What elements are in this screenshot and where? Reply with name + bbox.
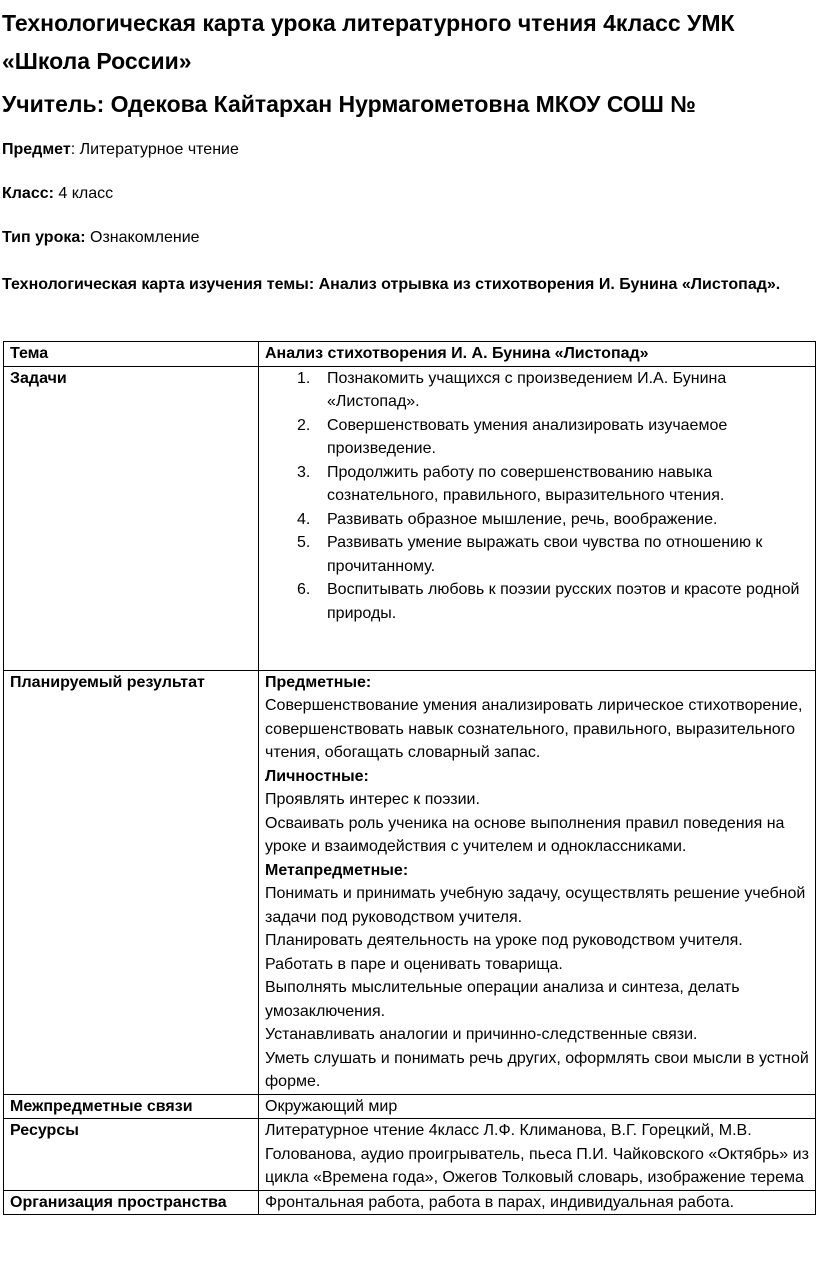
resources-value: Литературное чтение 4класс Л.Ф. Климанова, В.Г. Горецкий, М.В. Голованова, аудио проигрыватель, пьеса П.И. Чайковского «Октябрь» из цикла «Времена года», Ожегов Толковый словарь, изображение терема bbox=[259, 1119, 816, 1191]
task-text: Продолжить работу по совершенствованию навыка сознательного, правильного, выразительного чтения. bbox=[327, 463, 725, 504]
theme-label: Тема bbox=[4, 342, 259, 367]
teacher-line: Учитель: Одекова Кайтархан Нурмагометовна МКОУ СОШ № bbox=[2, 91, 696, 117]
table-row-interdisciplinary bbox=[4, 1094, 816, 1119]
list-item bbox=[265, 461, 811, 508]
meta-result-line: Устанавливать аналогии и причинно-следственные связи. bbox=[265, 1026, 698, 1043]
results-label: Планируемый результат bbox=[4, 670, 259, 1094]
tech-card-table bbox=[3, 341, 816, 1215]
task-text: Совершенствовать умения анализировать изучаемое произведение. bbox=[327, 416, 728, 457]
subject-label: Предмет bbox=[2, 141, 71, 158]
list-item bbox=[265, 578, 811, 625]
topic-heading: Технологическая карта изучения темы: Анализ отрывка из стихотворения И. Бунина «Листопад». bbox=[2, 276, 781, 293]
document-title: Технологическая карта урока литературного чтения 4класс УМК «Школа России» bbox=[2, 10, 735, 74]
interdisciplinary-label: Межпредметные связи bbox=[4, 1094, 259, 1119]
task-number: 6. bbox=[297, 581, 311, 598]
subject-line bbox=[2, 139, 239, 161]
subject-results-heading: Предметные: bbox=[265, 673, 372, 691]
interdisciplinary-value: Окружающий мир bbox=[259, 1094, 816, 1119]
task-number: 2. bbox=[297, 416, 311, 434]
theme-value: Анализ стихотворения И. А. Бунина «Листопад» bbox=[259, 342, 816, 367]
lesson-type-label: Тип урока: bbox=[2, 229, 86, 246]
meta-result-line: Работать в паре и оценивать товарища. bbox=[265, 955, 563, 973]
task-number: 5. bbox=[297, 534, 311, 551]
tasks-list bbox=[265, 367, 811, 626]
list-item bbox=[265, 508, 811, 532]
meta-result-line: Планировать деятельность на уроке под руководством учителя. bbox=[265, 932, 743, 949]
table-row-results bbox=[4, 670, 816, 1094]
class-value: 4 класс bbox=[53, 185, 114, 202]
subject-separator: : bbox=[70, 141, 80, 158]
resources-label: Ресурсы bbox=[4, 1119, 259, 1191]
class-label: Класс: bbox=[2, 185, 54, 202]
table-row-tasks bbox=[4, 366, 816, 670]
personal-results-heading: Личностные: bbox=[265, 767, 369, 785]
tasks-cell bbox=[259, 366, 816, 670]
subject-value: Литературное чтение bbox=[79, 141, 239, 158]
class-line bbox=[2, 183, 113, 205]
meta-result-line: Уметь слушать и понимать речь других, оформлять свои мысли в устной форме. bbox=[265, 1049, 809, 1090]
task-text: Развивать умение выражать свои чувства по отношению к прочитанному. bbox=[327, 534, 763, 575]
task-text: Воспитывать любовь к поэзии русских поэтов и красоте родной природы. bbox=[327, 581, 800, 622]
subject-results-text: Совершенствование умения анализировать лирическое стихотворение, совершенствовать навык сознательного, правильного, выразительного чтения, обогащать словарный запас. bbox=[265, 697, 803, 761]
lesson-type-value: Ознакомление bbox=[85, 229, 200, 246]
meta-result-line: Выполнять мыслительные операции анализа и синтеза, делать умозаключения. bbox=[265, 979, 740, 1020]
table-row-resources bbox=[4, 1119, 816, 1191]
list-item bbox=[265, 414, 811, 461]
task-text: Развивать образное мышление, речь, воображение. bbox=[327, 510, 718, 528]
table-row-space bbox=[4, 1190, 816, 1215]
meta-result-line: Понимать и принимать учебную задачу, осуществлять решение учебной задачи под руководством учителя. bbox=[265, 885, 806, 926]
personal-result-line: Осваивать роль ученика на основе выполнения правил поведения на уроке и взаимодействия с учителем и одноклассниками. bbox=[265, 814, 785, 855]
space-value: Фронтальная работа, работа в парах, индивидуальная работа. bbox=[259, 1190, 816, 1215]
list-item bbox=[265, 367, 811, 414]
task-text: Познакомить учащихся с произведением И.А. Бунина «Листопад». bbox=[327, 369, 727, 410]
results-cell bbox=[259, 670, 816, 1094]
tasks-label: Задачи bbox=[4, 366, 259, 670]
meta-results-heading: Метапредметные: bbox=[265, 861, 409, 879]
task-number: 1. bbox=[297, 369, 311, 387]
task-number: 4. bbox=[297, 510, 311, 528]
table-row-theme bbox=[4, 342, 816, 367]
lesson-type-line bbox=[2, 227, 200, 249]
task-number: 3. bbox=[297, 463, 311, 481]
personal-result-line: Проявлять интерес к поэзии. bbox=[265, 791, 480, 808]
space-label: Организация пространства bbox=[4, 1190, 259, 1215]
list-item bbox=[265, 531, 811, 578]
